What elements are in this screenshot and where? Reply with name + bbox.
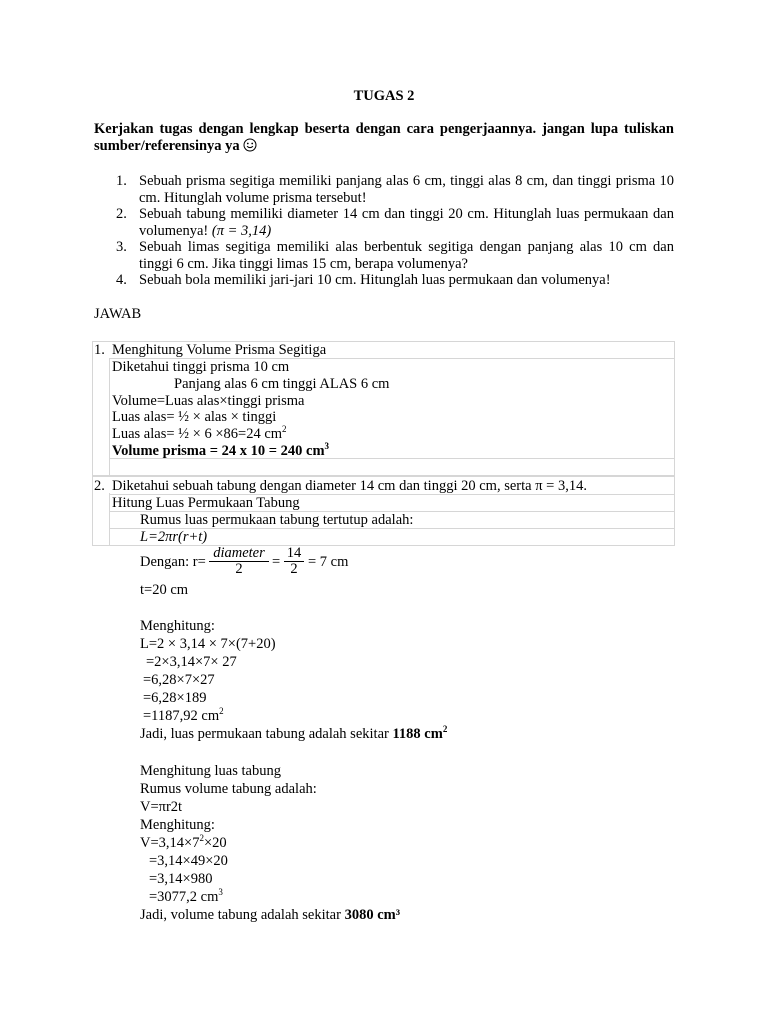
calc-line: L=2 × 3,14 × 7×(7+20) — [140, 636, 276, 652]
table-divider — [109, 493, 110, 545]
question-text: Sebuah limas segitiga memiliki alas berbentuk segitiga dengan panjang alas 10 cm dan tinggi 6 cm. Jika tinggi limas 15 cm, berapa volumenya? — [139, 239, 674, 272]
list-item — [94, 173, 674, 206]
volume-conclusion: Jadi, volume tabung adalah sekitar 3080 cm³ — [140, 907, 401, 923]
equals-sign: = — [272, 554, 281, 570]
question-number: 4. — [116, 272, 127, 288]
answer-1-line: Luas alas= ½ × 6 ×86=24 $cm^2$ — [112, 424, 287, 442]
answer-2-subheading: Hitung Luas Permukaan Tabung — [112, 495, 300, 511]
smiley-icon — [243, 138, 257, 157]
formula-surface-area: L=2πr(r+t) — [140, 529, 208, 545]
list-item — [94, 239, 674, 272]
answer-1-heading: Menghitung Volume Prisma Segitiga — [112, 342, 327, 358]
list-item — [94, 206, 674, 239]
question-list — [94, 173, 674, 289]
question-note: (π = 3,14) — [211, 222, 272, 239]
instructions — [94, 121, 674, 157]
answer-2-heading: Diketahui sebuah tabung dengan diameter 14 cm dan tinggi 20 cm, serta π = 3,14. — [112, 478, 587, 494]
answer-1-line: Luas alas= ½ × alas × tinggi — [112, 409, 277, 425]
calc-line: =6,28×7×27 — [143, 672, 215, 688]
question-text: Sebuah tabung memiliki diameter 14 cm dan tinggi 20 cm. Hitunglah luas permukaan dan volumenya! — [139, 206, 674, 239]
surface-area-conclusion: Jadi, luas permukaan tabung adalah sekitar 1188 $cm^2$ — [140, 724, 448, 742]
answer-2-line: Menghitung luas tabung — [140, 763, 281, 779]
page-title: TUGAS 2 — [353, 88, 415, 104]
calc-line: =3077,2 $cm^3$ — [149, 887, 223, 905]
fraction-14-2: $\frac{14}{2}$ — [284, 546, 304, 577]
calc-line: =3,14×980 — [149, 871, 213, 887]
question-number: 2. — [116, 206, 127, 222]
calc-line: =6,28×189 — [143, 690, 207, 706]
calc-line: =1187,92 $cm^2$ — [143, 706, 224, 724]
calc-line: $V=3,14\times 7^2\times 20$ — [140, 833, 227, 851]
answer-2-line: Menghitung: — [140, 817, 215, 833]
question-number: 1. — [116, 173, 127, 189]
question-text: Sebuah bola memiliki jari-jari 10 cm. Hitunglah luas permukaan dan volumenya! — [139, 272, 611, 288]
height-value: t=20 cm — [140, 582, 189, 598]
answer-1-result: Volume prisma = 24 x 10 = 240 $cm^3$ — [112, 441, 330, 459]
answer-1-line: Diketahui tinggi prisma 10 cm — [112, 359, 290, 375]
question-number: 3. — [116, 239, 127, 255]
instructions-text: Kerjakan tugas dengan lengkap beserta dengan cara pengerjaannya. jangan lupa tuliskan sumber/referensinya ya — [94, 121, 674, 154]
answer-1-number: 1. — [94, 342, 105, 358]
formula-volume: V=πr2t — [140, 799, 183, 815]
list-item — [94, 272, 674, 289]
answer-2-line: Rumus luas permukaan tabung tertutup adalah: — [140, 512, 414, 528]
fraction-diameter: diameter 2 — [209, 546, 269, 577]
answer-2-line: Rumus volume tabung adalah: — [140, 781, 317, 797]
calc-line: =2×3,14×7× 27 — [146, 654, 237, 670]
answer-1-line: Volume=Luas alas×tinggi prisma — [112, 393, 305, 409]
calc-line: =3,14×49×20 — [149, 853, 228, 869]
radius-label: Dengan: r= — [140, 554, 206, 570]
radius-result: = 7 cm — [308, 554, 349, 570]
answer-heading: JAWAB — [94, 306, 142, 322]
question-text: Sebuah prisma segitiga memiliki panjang alas 6 cm, tinggi alas 8 cm, dan tinggi prisma 10 cm. Hitunglah volume prisma tersebut! — [139, 173, 674, 206]
answer-2-number: 2. — [94, 478, 105, 494]
answer-2-line: Menghitung: — [140, 618, 215, 634]
answer-1-line: Panjang alas 6 cm tinggi ALAS 6 cm — [174, 376, 390, 392]
